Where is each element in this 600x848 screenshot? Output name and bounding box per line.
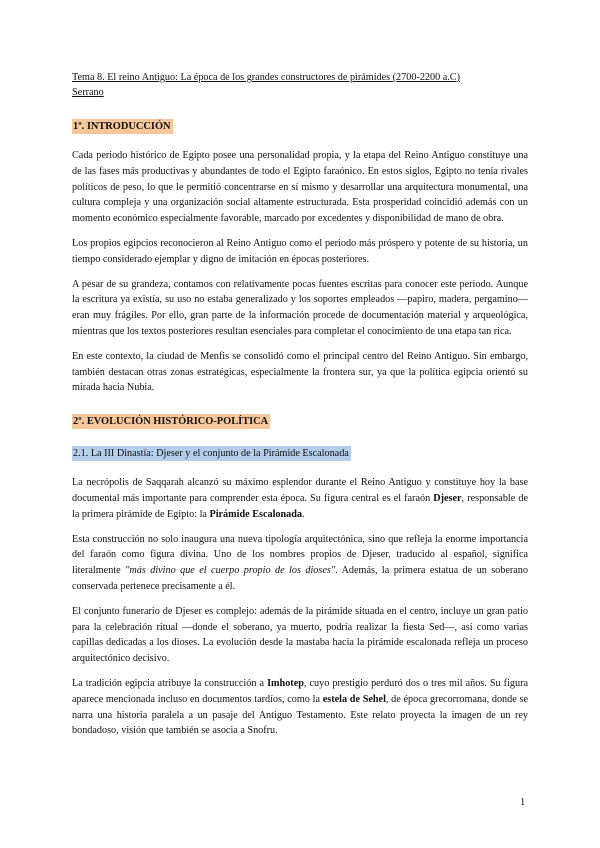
term-imhotep: Imhotep — [267, 677, 304, 689]
intro-paragraph-1: Cada periodo histórico de Egipto posee una personalidad propia, y la etapa del Reino Antiguo constituye una de las fases más productivas y abundantes de todo el Egipto faraónico. En estos siglos, Egipto no tenía rivales políticos de peso, lo que le permitió concentrarse en sí mismo y desarrollar una arquitectura monumental, una cultura compleja y una organización social altamente estructurada. Esta prosperidad coincidió además con un momento económico especialmente favorable, marcado por excedentes y disponibilidad de mano de obra. — [72, 150, 528, 225]
heading-introduccion: 1º. INTRODUCCIÓN — [73, 121, 171, 132]
document-page — [72, 70, 528, 748]
document-title — [72, 70, 528, 100]
quote-nombre-djeser: "más divino que el cuerpo propio de los dioses" — [125, 565, 336, 577]
intro-paragraph-4: En este contexto, la ciudad de Menfis se consolidó como el principal centro del Reino Antiguo. Sin embargo, también destacan otras zonas estratégicas, especialmente la frontera sur, ya que la política egipcia orientó su mirada hacia Nubia. — [72, 350, 528, 394]
term-djeser: Djeser — [433, 492, 462, 504]
heading-evolucion: 2º. EVOLUCIÓN HISTÓRICO-POLÍTICA — [73, 416, 269, 428]
evolution-paragraph-2: Esta construcción no solo inaugura una nueva tipología arquitectónica, sino que refleja la enorme importancia del faraón como figura divina. Uno de los nombres propios de Djeser, traducido al español, significa literalmente "más divino que el cuerpo propio de los dioses". Además, la primera estatua de un soberano conservada pertenece precisamente a él. — [72, 533, 528, 592]
page-number: 1 — [520, 797, 526, 808]
section-introduction — [72, 116, 528, 396]
intro-paragraph-2: Los propios egipcios reconocieron al Reino Antiguo como el periodo más próspero y potente de su historia, un tiempo considerado ejemplar y digno de imitación en épocas posteriores. — [72, 237, 528, 265]
term-piramide-escalonada: Pirámide Escalonada — [209, 508, 303, 520]
intro-paragraph-3: A pesar de su grandeza, contamos con relativamente pocas fuentes escritas para conocer este periodo. Aunque la escritura ya existía, su uso no estaba generalizado y los soportes empleados —papiro, madera, pergamino— eran muy frágiles. Por ello, gran parte de la información procede de documentación material y arqueológica, mientras que los textos posteriores resultan esenciales para completar el conocimiento de una etapa tan rica. — [72, 278, 528, 337]
subheading-iii-dinastia: 2.1. La III Dinastía: Djeser y el conjunto de la Pirámide Escalonada — [73, 448, 349, 460]
document-title-line2: Serrano — [72, 87, 104, 98]
document-title-line1: Tema 8. El reino Antiguo: La época de los grandes constructores de pirámides (2700-2200 a.C) — [72, 72, 460, 83]
evolution-paragraph-3: El conjunto funerario de Djeser es complejo: además de la pirámide situada en el centro, incluye un gran patio para la celebración ritual —donde el soberano, ya muerto, podría realizar la fiesta Sed—, así como varias capillas dedicadas a los dioses. La evolución desde la mastaba hacia la pirámide escalonada refleja un proceso arquitectónico decisivo. — [72, 605, 528, 665]
evolution-paragraph-4: La tradición egipcia atribuye la construcción a Imhotep, cuyo prestigio perduró dos o tres mil años. Su figura aparece mencionada incluso en documentos tardíos, como la estela de Sehel, de época grecorromana, donde se narra una historia paralela a un pasaje del Antiguo Testamento. Este relato proyecta la imagen de un rey bondadoso, visión que también se asocia a Snofru. — [72, 677, 529, 737]
section-evolucion — [72, 411, 528, 739]
evolution-paragraph-1: La necrópolis de Saqqarah alcanzó su máximo esplendor durante el Reino Antiguo y constituye hoy la base documental más importante para comprender esta época. Su figura central es el faraón Djeser, responsable de la primera pirámide de Egipto: la Pirámide Escalonada. — [72, 477, 528, 520]
term-estela-de-sehel: estela de Sehel — [322, 693, 386, 705]
